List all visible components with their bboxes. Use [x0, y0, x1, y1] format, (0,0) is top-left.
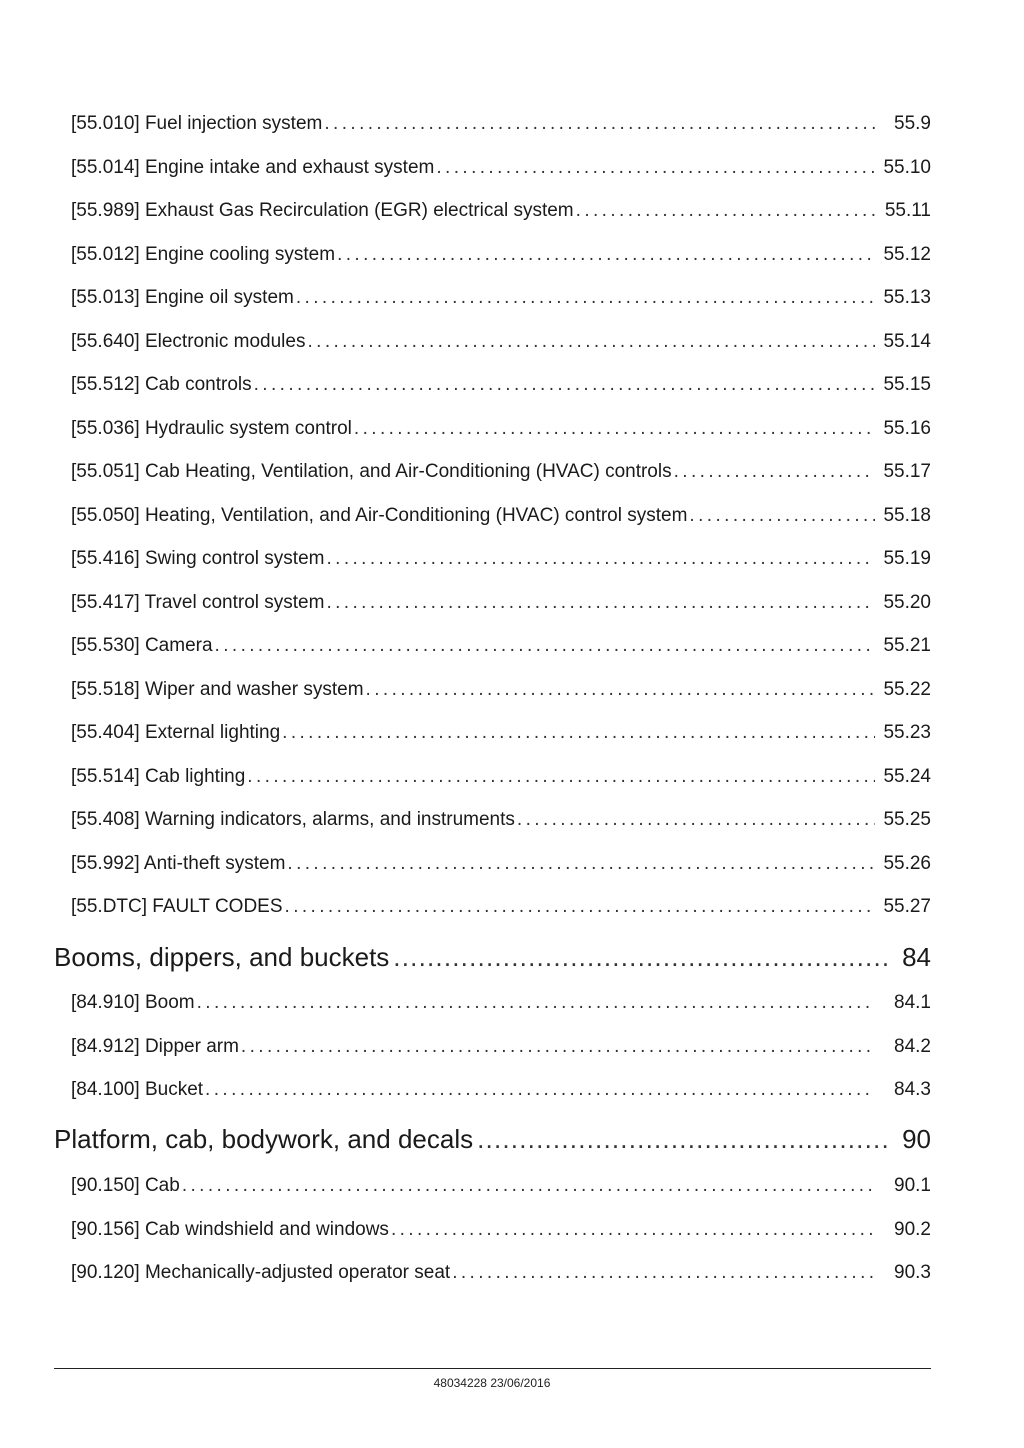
toc-entry[interactable] — [71, 1217, 931, 1243]
toc-entry[interactable] — [71, 1077, 931, 1103]
toc-entry-page: 84.2 — [894, 1036, 931, 1057]
toc-entry-title: [55.512] Cab controls — [71, 374, 252, 395]
toc-entry-page: 55.26 — [883, 853, 931, 874]
dot-leader — [326, 546, 875, 572]
toc-entry-title: [55.416] Swing control system — [71, 548, 325, 569]
toc-entry-page: 55.12 — [883, 244, 931, 265]
toc-entry-title: [90.156] Cab windshield and windows — [71, 1219, 389, 1240]
dot-leader — [287, 851, 875, 877]
dot-leader — [326, 590, 875, 616]
toc-entry-page: 55.14 — [883, 331, 931, 352]
toc-entry-page: 55.16 — [883, 418, 931, 439]
toc-entry[interactable] — [71, 851, 931, 877]
dot-leader — [247, 764, 875, 790]
toc-entry[interactable] — [71, 894, 931, 920]
toc-entry-page: 90.2 — [894, 1219, 931, 1240]
toc-entry-page: 55.21 — [883, 635, 931, 656]
toc-entry-page: 84.1 — [894, 992, 931, 1013]
toc-section-title: Platform, cab, bodywork, and decals — [54, 1124, 474, 1154]
toc-section-page: 84 — [902, 942, 931, 972]
toc-entry[interactable] — [71, 807, 931, 833]
dot-leader — [307, 329, 875, 355]
toc-entry-title: [55.051] Cab Heating, Ventilation, and Air-Conditioning (HVAC) controls — [71, 461, 672, 482]
toc-entry-title: [84.910] Boom — [71, 992, 195, 1013]
toc-entry[interactable] — [71, 285, 931, 311]
toc-entry-title: [55.036] Hydraulic system control — [71, 418, 352, 439]
footer-rule — [54, 1368, 931, 1369]
dot-leader — [241, 1034, 875, 1060]
toc-entry[interactable] — [71, 720, 931, 746]
dot-leader — [337, 242, 875, 268]
toc-section-page: 90 — [902, 1124, 931, 1154]
toc-entry-page: 55.22 — [883, 679, 931, 700]
toc-entry[interactable] — [71, 155, 931, 181]
toc-entry-page: 55.18 — [883, 505, 931, 526]
toc-entry-title: [84.912] Dipper arm — [71, 1036, 239, 1057]
dot-leader — [391, 1217, 875, 1243]
toc-entry[interactable] — [71, 198, 931, 224]
toc-entry-title: [55.013] Engine oil system — [71, 287, 294, 308]
dot-leader — [285, 894, 875, 920]
dot-leader — [689, 503, 875, 529]
dot-leader — [576, 198, 875, 224]
dot-leader — [436, 155, 875, 181]
toc-entry-title: [84.100] Bucket — [71, 1079, 204, 1100]
dot-leader — [324, 111, 875, 137]
toc-entry[interactable] — [71, 242, 931, 268]
toc-entry-title: [55.417] Travel control system — [71, 592, 325, 613]
dot-leader — [517, 807, 875, 833]
toc-entry-title: [55.518] Wiper and washer system — [71, 679, 364, 700]
toc-entry-page: 84.3 — [894, 1079, 931, 1100]
toc-entry-title: [55.514] Cab lighting — [71, 766, 246, 787]
toc-entry-page: 55.11 — [884, 200, 931, 221]
toc-entry[interactable] — [71, 503, 931, 529]
toc-entry-title: [55.992] Anti-theft system — [71, 853, 286, 874]
toc-section-heading[interactable] — [54, 1122, 931, 1156]
toc-entry-title: [55.DTC] FAULT CODES — [71, 896, 283, 917]
toc-entry[interactable] — [71, 329, 931, 355]
toc-entry-title: [90.150] Cab — [71, 1175, 180, 1196]
toc-entry-page: 55.15 — [883, 374, 931, 395]
toc-entry[interactable] — [71, 764, 931, 790]
toc-entry-page: 90.3 — [894, 1262, 931, 1283]
dot-leader — [282, 720, 875, 746]
dot-leader — [674, 459, 875, 485]
toc-section-heading[interactable] — [54, 940, 931, 974]
toc-entry-page: 55.9 — [894, 113, 931, 134]
toc-entry-title: [55.640] Electronic modules — [71, 331, 306, 352]
toc-entry-page: 55.13 — [883, 287, 931, 308]
toc-entry-title: [55.408] Warning indicators, alarms, and instruments — [71, 809, 515, 830]
toc-entry-title: [55.014] Engine intake and exhaust system — [71, 157, 435, 178]
toc-entry-page: 55.19 — [883, 548, 931, 569]
dot-leader — [215, 633, 875, 659]
toc-entry[interactable] — [71, 111, 931, 137]
toc-entry-page: 55.24 — [883, 766, 931, 787]
toc-entry[interactable] — [71, 546, 931, 572]
toc-entry-title: [55.404] External lighting — [71, 722, 281, 743]
dot-leader — [254, 372, 875, 398]
toc-entry-title: [55.012] Engine cooling system — [71, 244, 336, 265]
dot-leader — [205, 1077, 875, 1103]
toc-entry[interactable] — [71, 416, 931, 442]
toc-entry[interactable] — [71, 372, 931, 398]
toc-entry-page: 55.25 — [883, 809, 931, 830]
dot-leader — [366, 677, 875, 703]
dot-leader — [182, 1173, 875, 1199]
toc-entry[interactable] — [71, 633, 931, 659]
dot-leader — [354, 416, 875, 442]
dot-leader — [452, 1260, 875, 1286]
toc-entry-page: 55.20 — [883, 592, 931, 613]
toc-entry[interactable] — [71, 1034, 931, 1060]
dot-leader — [197, 990, 875, 1016]
toc-entry-page: 55.23 — [883, 722, 931, 743]
dot-leader — [393, 940, 887, 974]
toc-entry[interactable] — [71, 990, 931, 1016]
toc-entry[interactable] — [71, 1260, 931, 1286]
toc-entry-page: 55.10 — [883, 157, 931, 178]
toc-entry-title: [90.120] Mechanically-adjusted operator seat — [71, 1262, 451, 1283]
footer-document-id: 48034228 23/06/2016 — [433, 1376, 551, 1390]
toc-entry[interactable] — [71, 677, 931, 703]
toc-entry[interactable] — [71, 459, 931, 485]
toc-entry-page: 90.1 — [894, 1175, 931, 1196]
toc-entry-title: [55.530] Camera — [71, 635, 213, 656]
toc-entry[interactable] — [71, 590, 931, 616]
toc-entry[interactable] — [71, 1173, 931, 1199]
toc-entry-title: [55.989] Exhaust Gas Recirculation (EGR) electrical system — [71, 200, 574, 221]
toc-entry-page: 55.17 — [883, 461, 931, 482]
dot-leader — [477, 1122, 887, 1156]
toc-entry-title: [55.010] Fuel injection system — [71, 113, 323, 134]
toc-entry-page: 55.27 — [883, 896, 931, 917]
dot-leader — [296, 285, 875, 311]
toc-entry-title: [55.050] Heating, Ventilation, and Air-Conditioning (HVAC) control system — [71, 505, 688, 526]
toc-section-title: Booms, dippers, and buckets — [54, 942, 390, 972]
